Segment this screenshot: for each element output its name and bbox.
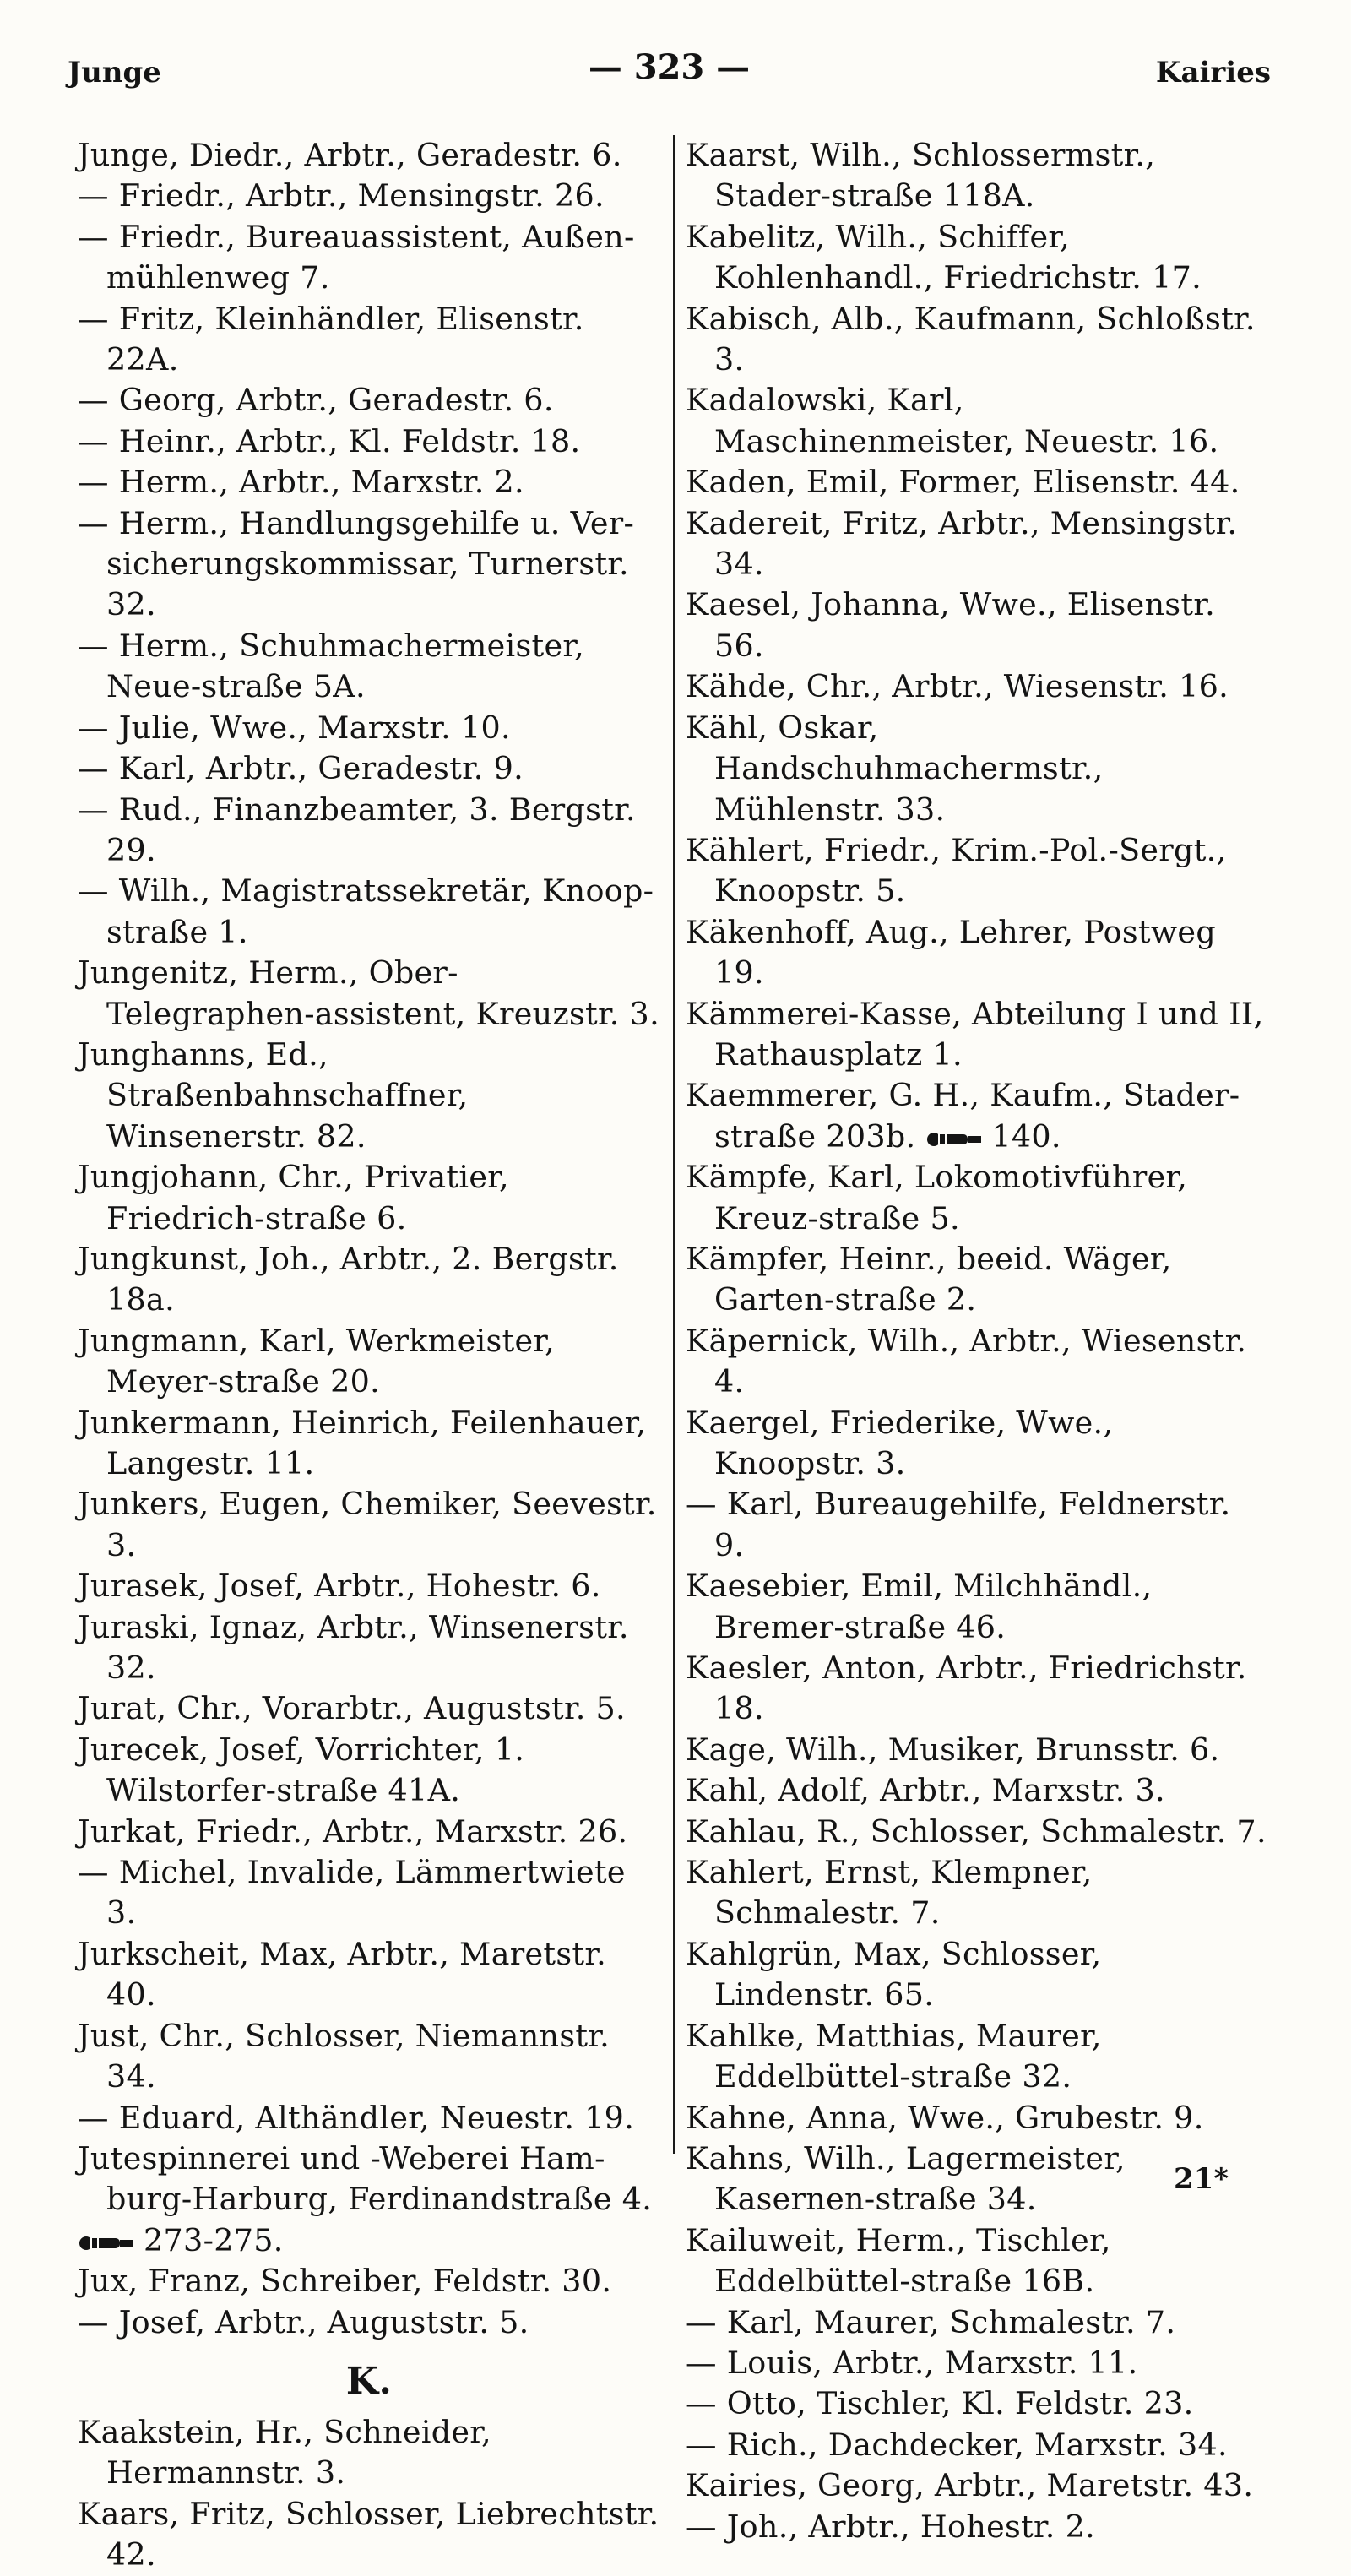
left-entry-list-after: [78, 2261, 660, 2343]
list-item: Kahns, Wilh., Lagermeister, Kasernen-straße 34.: [686, 2139, 1126, 2218]
list-item: — Michel, Invalide, Lämmertwiete 3.: [78, 1854, 626, 1932]
list-item: Kaergel, Friederike, Wwe., Knoopstr. 3.: [686, 1404, 1114, 1481]
list-item: Kabelitz, Wilh., Schiffer, Kohlenhandl., Friedrichstr. 17.: [686, 218, 1202, 296]
list-item: Jurecek, Josef, Vorrichter, 1. Wilstorfer-straße 41A.: [78, 1731, 525, 1809]
list-item: Kahl, Adolf, Arbtr., Marxstr. 3.: [686, 1772, 1165, 1809]
list-item: — Eduard, Althändler, Neuestr. 19.: [78, 2099, 635, 2136]
page-signature: 21*: [1174, 2162, 1229, 2196]
list-item: Jungenitz, Herm., Ober-Telegraphen-assistent, Kreuzstr. 3.: [78, 954, 659, 1032]
list-item: Kailuweit, Herm., Tischler, Eddelbüttel-straße 16B.: [686, 2221, 1111, 2300]
list-item: — Herm., Arbtr., Marxstr. 2.: [78, 464, 524, 501]
list-item: Jurat, Chr., Vorarbtr., Auguststr. 5.: [78, 1690, 626, 1727]
list-item: Kaesler, Anton, Arbtr., Friedrichstr. 18.: [686, 1649, 1247, 1727]
list-item: Kähde, Chr., Arbtr., Wiesenstr. 16.: [686, 668, 1229, 705]
list-item: Kahne, Anna, Wwe., Grubestr. 9.: [686, 2099, 1204, 2136]
list-item: Jurkscheit, Max, Arbtr., Maretstr. 40.: [78, 1935, 607, 2014]
page-header: [68, 47, 1271, 98]
list-item: — Karl, Arbtr., Geradestr. 9.: [78, 750, 524, 787]
list-item: — Herm., Schuhmachermeister, Neue-straße 5A.: [78, 627, 585, 705]
list-item: Just, Chr., Schlosser, Niemannstr. 34.: [78, 2017, 610, 2095]
list-item: Kähl, Oskar, Handschuhmachermstr., Mühlenstr. 33.: [686, 709, 1104, 828]
list-item: — Rud., Finanzbeamter, 3. Bergstr. 29.: [78, 791, 636, 868]
list-item: — Karl, Bureaugehilfe, Feldnerstr. 9.: [686, 1486, 1231, 1563]
list-item: Junkers, Eugen, Chemiker, Seevestr. 3.: [78, 1486, 657, 1563]
list-item: — Herm., Handlungsgehilfe u. Ver-sicherungskommissar, Turnerstr. 32.: [78, 504, 635, 623]
list-item: Jutespinnerei und -Weberei Ham-burg-Harburg, Ferdinandstraße 4.: [78, 2139, 653, 2218]
list-item: Kahlau, R., Schlosser, Schmalestr. 7.: [686, 1812, 1267, 1850]
list-item: — Otto, Tischler, Kl. Feldstr. 23.: [686, 2385, 1194, 2422]
list-item: Kaakstein, Hr., Schneider, Hermannstr. 3.: [78, 2413, 491, 2492]
list-item: Kadereit, Fritz, Arbtr., Mensingstr. 34.: [686, 504, 1238, 583]
list-item: Junge, Diedr., Arbtr., Geradestr. 6.: [78, 137, 622, 173]
list-item: Kahlgrün, Max, Schlosser, Lindenstr. 65.: [686, 1935, 1102, 2014]
list-item: Jurkat, Friedr., Arbtr., Marxstr. 26.: [78, 1812, 628, 1850]
header-first-entry: Junge: [68, 56, 161, 90]
list-item: Jungkunst, Joh., Arbtr., 2. Bergstr. 18a.: [78, 1240, 619, 1318]
telephone-icon: [78, 2230, 137, 2255]
list-item: Kaarst, Wilh., Schlossermstr., Stader-straße 118A.: [686, 137, 1156, 215]
left-entry-list: [78, 135, 660, 2220]
list-item: Kaden, Emil, Former, Elisenstr. 44.: [686, 464, 1240, 501]
list-item: Junkermann, Heinrich, Feilenhauer, Langestr. 11.: [78, 1404, 647, 1481]
list-item: Kämpfer, Heinr., beeid. Wäger, Garten-straße 2.: [686, 1240, 1172, 1318]
list-item: [78, 2220, 660, 2261]
list-item: Jux, Franz, Schreiber, Feldstr. 30.: [78, 2263, 612, 2300]
list-item: Kage, Wilh., Musiker, Brunsstr. 6.: [686, 1731, 1220, 1768]
list-item: Kabisch, Alb., Kaufmann, Schloßstr. 3.: [686, 300, 1256, 378]
kaemmerer-entry-text: Kaemmerer, G. H., Kaufm., Stader-straße 203b.: [686, 1077, 1240, 1155]
list-item: Kahlert, Ernst, Klempner, Schmalestr. 7.: [686, 1854, 1093, 1932]
list-item: Kaesel, Johanna, Wwe., Elisenstr. 56.: [686, 586, 1216, 664]
right-entry-list-before: [686, 135, 1268, 1075]
list-item: — Wilh., Magistratssekretär, Knoop-straße 1.: [78, 872, 654, 950]
phone-entry: [78, 2222, 284, 2258]
list-item: Jungjohann, Chr., Privatier, Friedrich-straße 6.: [78, 1159, 509, 1236]
list-item: Kaesebier, Emil, Milchhändl., Bremer-straße 46.: [686, 1568, 1153, 1645]
jute-phone-number: 273-275.: [144, 2221, 284, 2258]
list-item: — Julie, Wwe., Marxstr. 10.: [78, 709, 511, 746]
list-item: Käkenhoff, Aug., Lehrer, Postweg 19.: [686, 913, 1216, 992]
list-item: — Friedr., Bureauassistent, Außen-mühlenweg 7.: [78, 218, 635, 296]
page-number: — 323 —: [588, 47, 751, 87]
list-item: [686, 1075, 1268, 1157]
list-item: — Friedr., Arbtr., Mensingstr. 26.: [78, 177, 605, 215]
list-item: Kämpfe, Karl, Lokomotivführer, Kreuz-straße 5.: [686, 1159, 1188, 1236]
column-divider: [673, 135, 676, 2154]
list-item: Käpernick, Wilh., Arbtr., Wiesenstr. 4.: [686, 1322, 1247, 1400]
list-item: Kämmerei-Kasse, Abteilung I und II, Rathausplatz 1.: [686, 995, 1264, 1073]
list-item: Kadalowski, Karl, Maschinenmeister, Neuestr. 16.: [686, 382, 1219, 459]
list-item: — Heinr., Arbtr., Kl. Feldstr. 18.: [78, 422, 581, 459]
kaemmerer-phone-number: 140.: [991, 1117, 1061, 1155]
telephone-icon: [925, 1126, 985, 1151]
list-item: Jurasek, Josef, Arbtr., Hohestr. 6.: [78, 1568, 601, 1605]
list-item: Kaars, Fritz, Schlosser, Liebrechtstr. 42.: [78, 2495, 659, 2573]
list-item: Kairies, Georg, Arbtr., Maretstr. 43.: [686, 2467, 1254, 2504]
list-item: — Karl, Maurer, Schmalestr. 7.: [686, 2303, 1176, 2340]
list-item: — Fritz, Kleinhändler, Elisenstr. 22A.: [78, 300, 584, 378]
list-item: — Georg, Arbtr., Geradestr. 6.: [78, 382, 554, 419]
phone-entry: [925, 1118, 1061, 1155]
list-item: Kählert, Friedr., Krim.-Pol.-Sergt., Knoopstr. 5.: [686, 831, 1227, 910]
right-entry-list-after: [686, 1157, 1268, 2547]
left-column: [78, 135, 660, 2576]
list-item: Jungmann, Karl, Werkmeister, Meyer-straße 20.: [78, 1322, 555, 1400]
list-item: — Rich., Dachdecker, Marxstr. 34.: [686, 2426, 1228, 2463]
list-item: — Louis, Arbtr., Marxstr. 11.: [686, 2344, 1138, 2381]
header-last-entry: Kairies: [1155, 56, 1271, 90]
list-item: Junghanns, Ed., Straßenbahnschaffner, Winsenerstr. 82.: [78, 1035, 469, 1155]
list-item: Juraski, Ignaz, Arbtr., Winsenerstr. 32.: [78, 1608, 629, 1687]
list-item: — Josef, Arbtr., Auguststr. 5.: [78, 2303, 529, 2340]
left-entry-list-k: [78, 2412, 660, 2576]
section-letter-heading: K.: [345, 2359, 393, 2403]
list-item: Kahlke, Matthias, Maurer, Eddelbüttel-straße 32.: [686, 2017, 1102, 2095]
list-item: — Joh., Arbtr., Hohestr. 2.: [686, 2508, 1095, 2545]
